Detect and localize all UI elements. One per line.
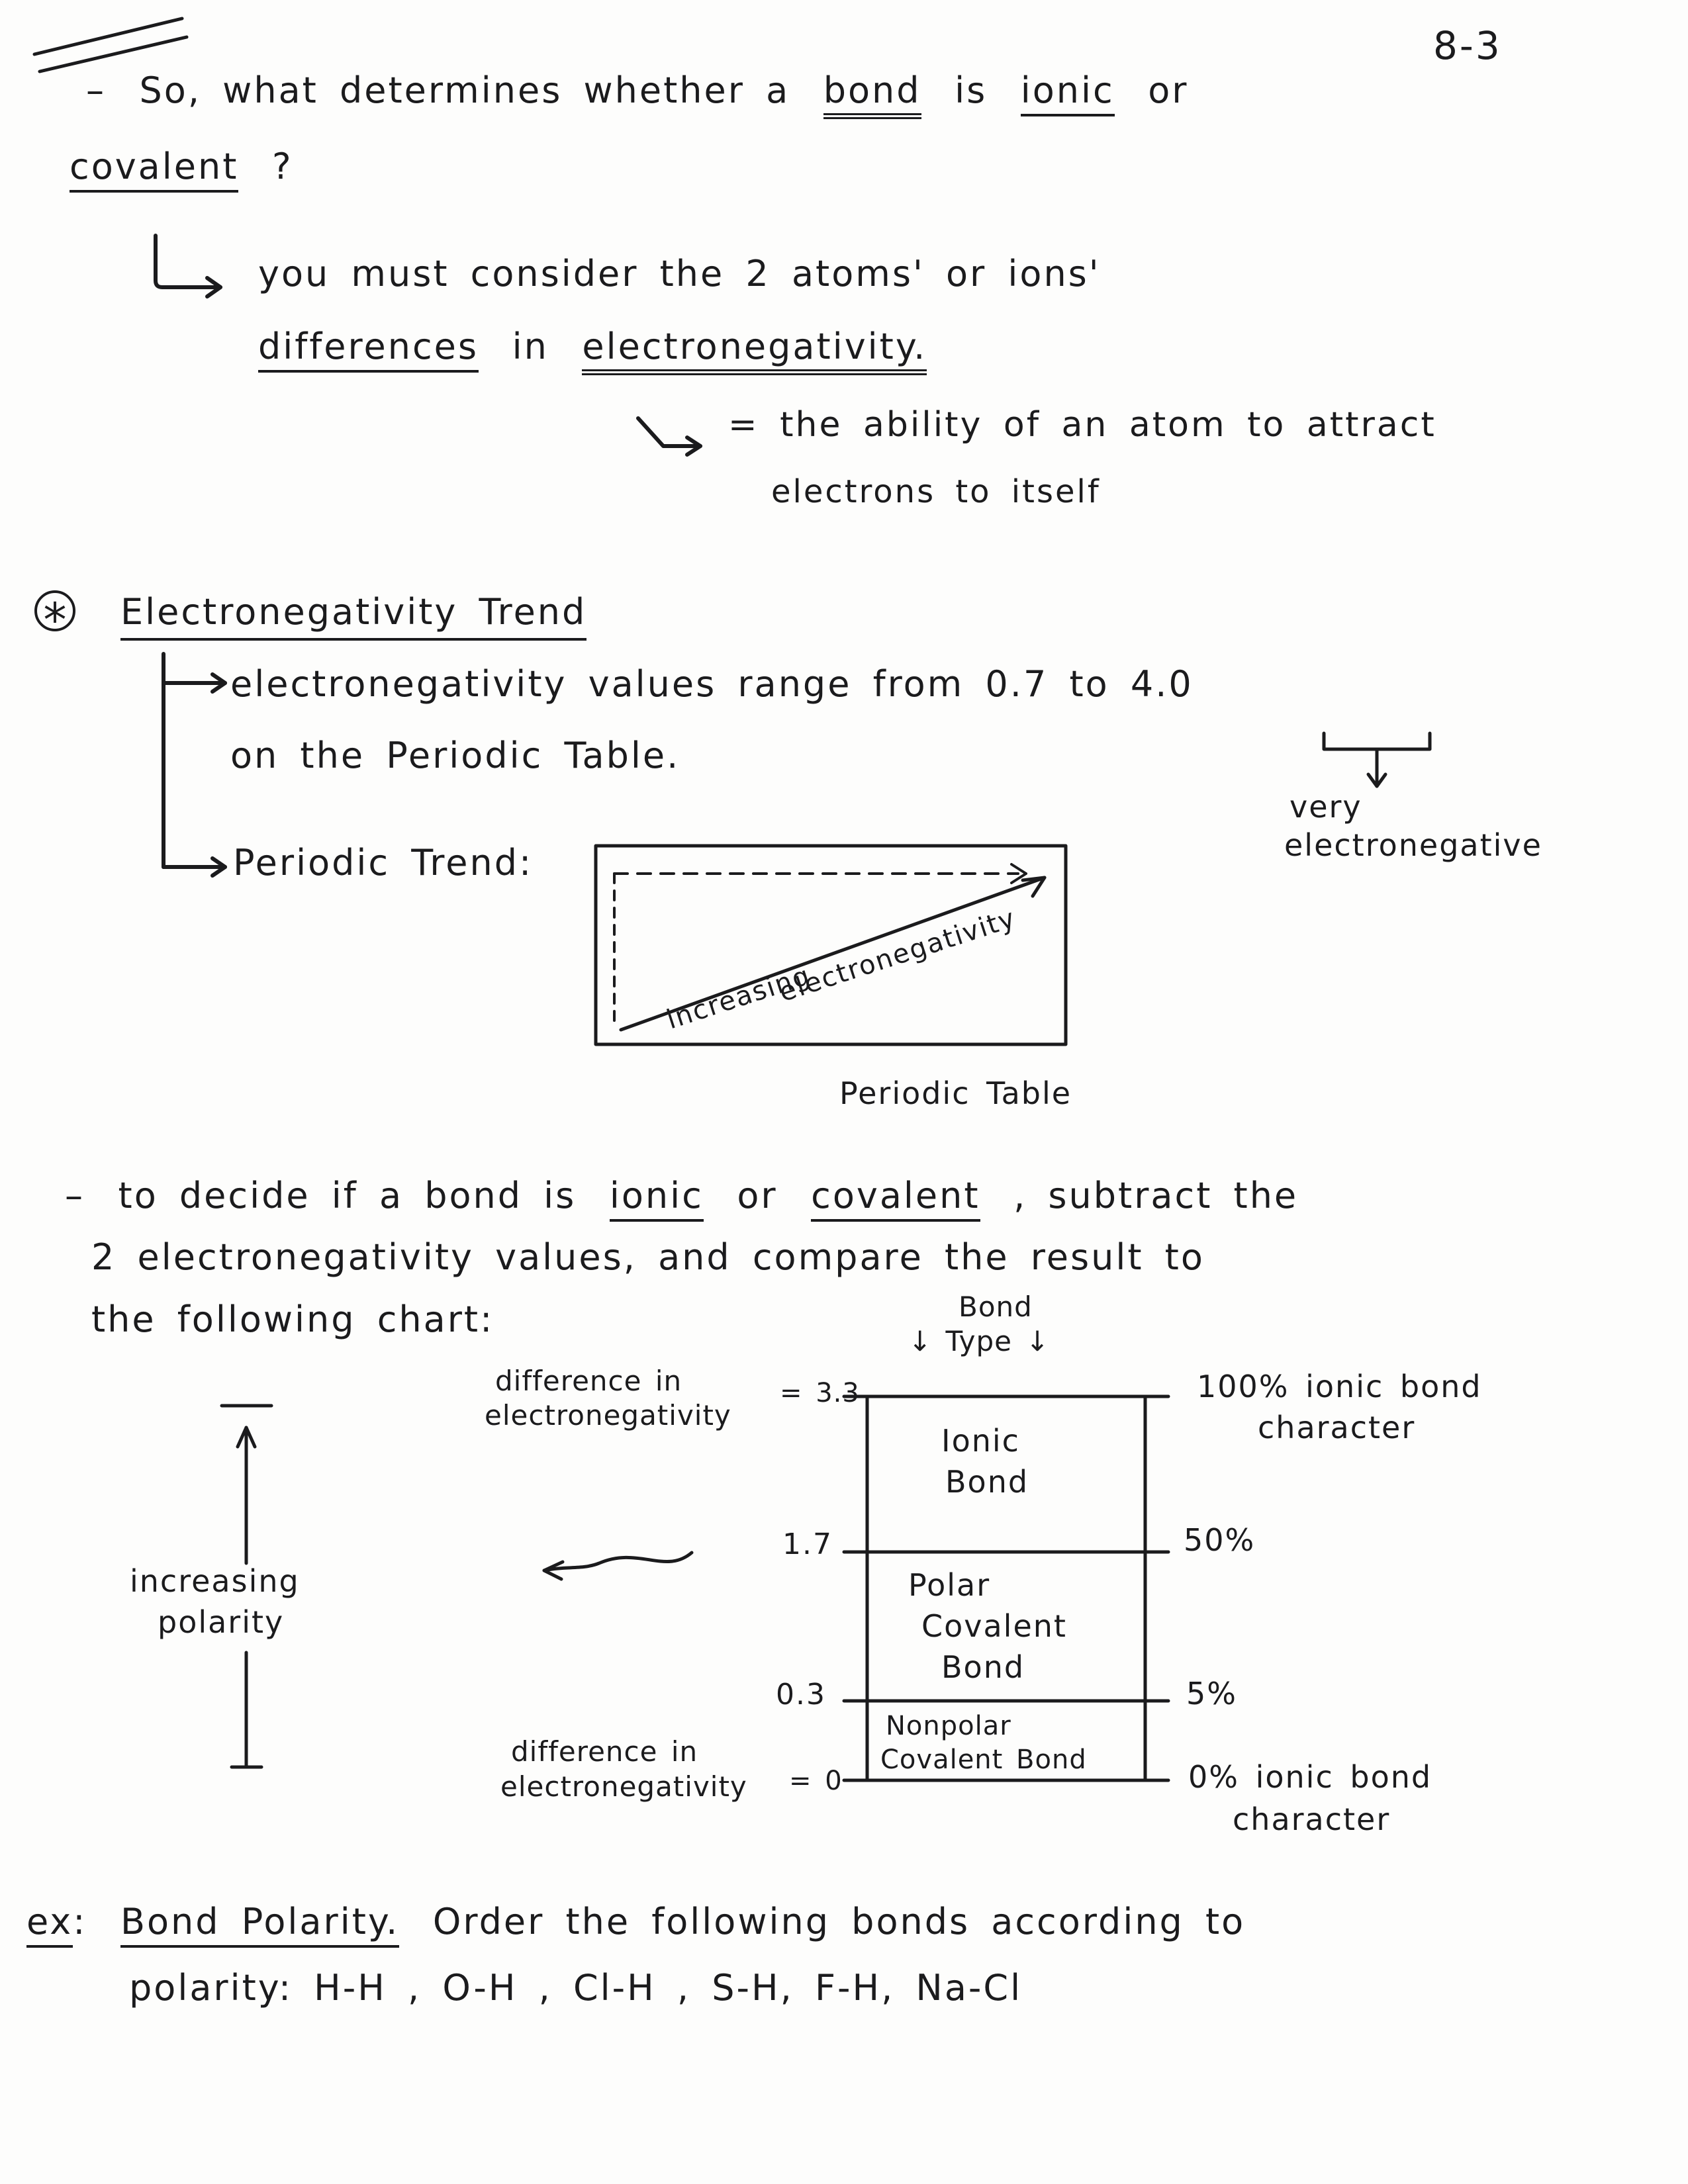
question-text-1: So, what determines whether a: [139, 69, 790, 111]
chart-region-polar-2: Covalent: [921, 1608, 1067, 1644]
diagram-arrow-label-1: increasing: [663, 960, 815, 1036]
chart-bottom-right-2: character: [1233, 1801, 1391, 1837]
term-electronegativity: electronegativity.: [582, 326, 927, 375]
question-line-2: [70, 146, 293, 193]
example-line-1: [26, 1901, 1245, 1948]
example-label: ex: [26, 1901, 73, 1948]
chart-region-ionic-2: Bond: [945, 1464, 1029, 1500]
section-title: Electronegativity Trend: [120, 591, 586, 641]
definition-arrow-icon: [629, 412, 715, 468]
decide-text-3: , subtract the: [1013, 1175, 1299, 1216]
chart-region-polar-3: Bond: [941, 1649, 1025, 1685]
hook-arrow-icon: [142, 232, 248, 308]
decide-line-1: [65, 1175, 1298, 1222]
polarity-axis-label-1: increasing: [130, 1563, 300, 1599]
very-label-2: electronegative: [1284, 827, 1542, 863]
chart-header-bond: Bond: [959, 1291, 1033, 1323]
chart-header-type-arrows: ↓ Type ↓: [908, 1325, 1050, 1357]
example-line-2: polarity: H-H , O-H , Cl-H , S-H, F-H, Na-Cl: [129, 1967, 1023, 2009]
chart-region-nonpolar-1: Nonpolar: [886, 1711, 1011, 1741]
example-title: Bond Polarity.: [120, 1901, 399, 1948]
term-differences: differences: [258, 326, 479, 373]
decide-text-2: or: [737, 1175, 778, 1216]
chart-diff-top-value: = 3.3: [780, 1378, 860, 1408]
chart-diff-bottom-value: = 0: [789, 1766, 843, 1796]
periodic-table-diagram: [589, 839, 1092, 1068]
term-covalent: covalent: [70, 146, 238, 193]
decide-line-2: 2 electronegativity values, and compare the result to: [91, 1236, 1205, 1278]
chart-diff-top-2: electronegativity: [485, 1399, 731, 1432]
definition-line-1: = the ability of an atom to attract: [728, 405, 1436, 445]
circled-asterisk-icon: *: [34, 590, 75, 631]
decide-line-3: the following chart:: [91, 1298, 494, 1340]
question-text-2: is: [955, 69, 988, 111]
diagram-arrow-label-2: electronegativity: [775, 903, 1020, 1009]
question-text-3: or: [1148, 69, 1189, 111]
diagram-caption: Periodic Table: [839, 1075, 1072, 1111]
chart-diff-bottom-2: electronegativity: [500, 1770, 747, 1803]
question-mark: ?: [271, 146, 293, 187]
polarity-axis-label-2: polarity: [158, 1604, 285, 1640]
chart-diff-bottom-1: difference in: [511, 1735, 698, 1768]
chart-low-left-value: 0.3: [776, 1678, 826, 1711]
chart-region-nonpolar-2: Covalent Bond: [880, 1745, 1087, 1775]
chart-mid-right-value: 50%: [1184, 1522, 1256, 1558]
term-bond: bond: [823, 69, 921, 119]
chart-bottom-right-1: 0% ionic bond: [1188, 1759, 1432, 1795]
term-ionic-2: ionic: [610, 1175, 704, 1222]
term-covalent-2: covalent: [811, 1175, 980, 1222]
chart-top-right-1: 100% ionic bond: [1197, 1369, 1482, 1404]
bullet-dash-2: –: [65, 1175, 85, 1216]
chart-low-right-value: 5%: [1186, 1676, 1237, 1711]
chart-region-polar-1: Polar: [908, 1567, 991, 1603]
chart-region-ionic-1: Ionic: [941, 1423, 1020, 1459]
curved-arrow-icon: [530, 1534, 702, 1600]
consider-line-1: you must consider the 2 atoms' or ions': [258, 253, 1101, 295]
chart-mid-left-value: 1.7: [782, 1527, 833, 1561]
example-prompt: Order the following bonds according to: [432, 1901, 1246, 1942]
consider-in: in: [512, 326, 549, 367]
bullet-dash: –: [86, 69, 106, 111]
question-line-1: [86, 69, 1189, 119]
term-ionic: ionic: [1021, 69, 1115, 116]
definition-line-2: electrons to itself: [771, 473, 1101, 510]
chart-diff-top-1: difference in: [495, 1365, 682, 1397]
range-line-1: electronegativity values range from 0.7 to 4.0: [230, 663, 1194, 705]
periodic-trend-label: Periodic Trend:: [233, 842, 534, 884]
page-number: 8-3: [1433, 23, 1502, 68]
range-line-2: on the Periodic Table.: [230, 735, 680, 776]
consider-line-2: [258, 326, 927, 375]
example-colon: :: [73, 1901, 87, 1942]
very-label-1: very: [1289, 789, 1362, 825]
decide-text-1: to decide if a bond is: [118, 1175, 577, 1216]
chart-top-right-2: character: [1258, 1410, 1416, 1445]
